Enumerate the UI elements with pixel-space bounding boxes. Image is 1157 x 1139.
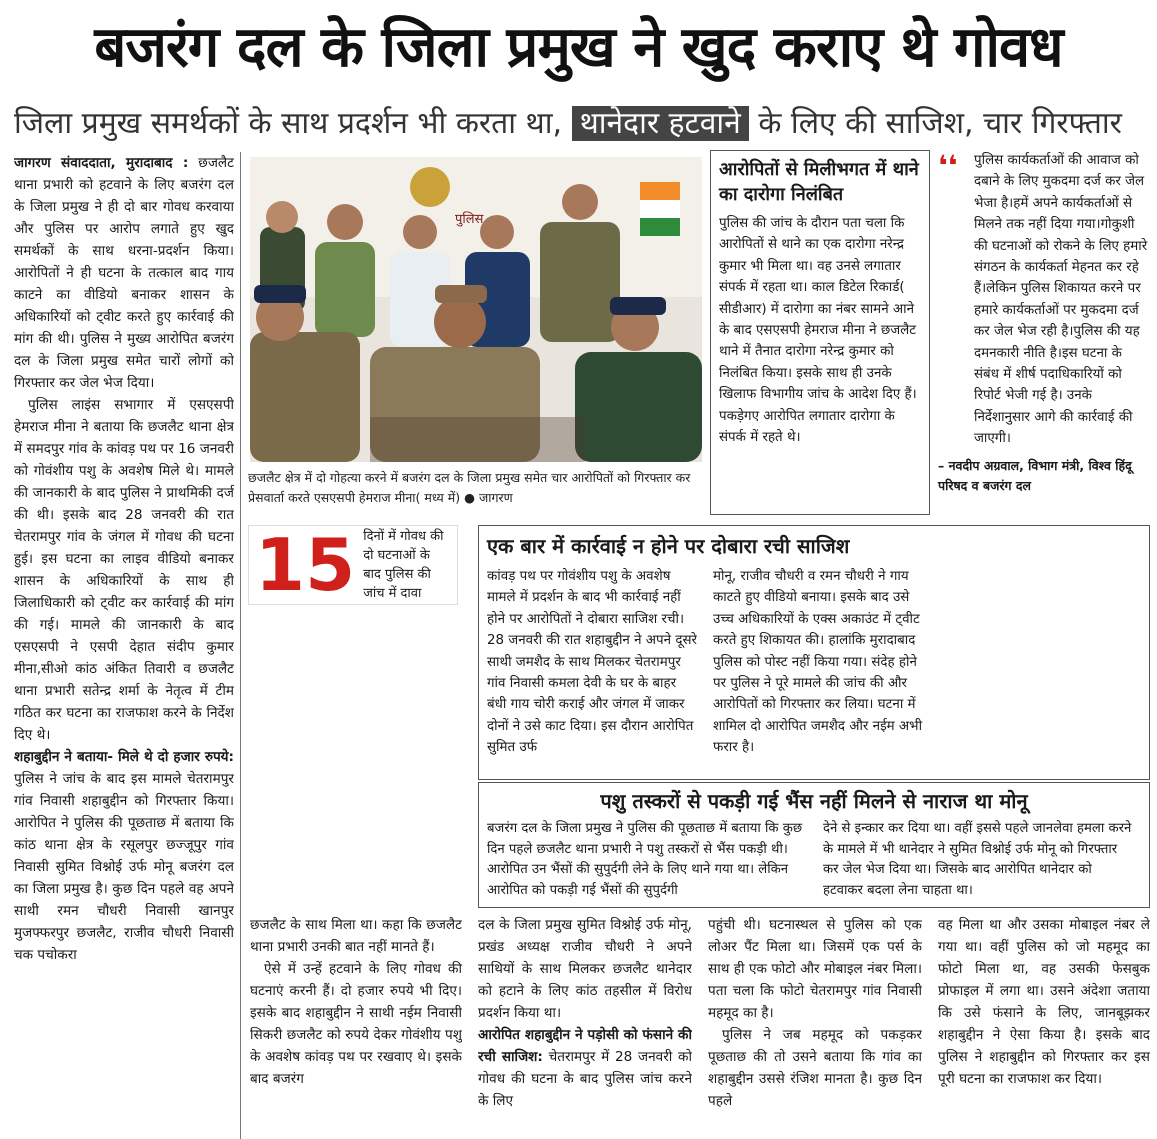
subheadline (0, 98, 1157, 150)
quote-box (938, 150, 1150, 515)
story-conspiracy-box (478, 525, 1150, 780)
quote-mark-icon: ❛❛ (938, 149, 958, 182)
photo-banner-text: पुलिस (455, 212, 484, 227)
col2-p2: ऐसे में उन्हें हटवाने के लिए गोवध की घटनाएं करनी हैं। दो हजार रुपये भी दिए। इसके बाद शहाबुद्दीन ने साथी नईम निवासी सिकरी छजलैट को रुपये देकर गोवंशीय पशु के अवशेष कांवड़ पथ पर रखवाए थे। इसके बाद बजरंग (250, 961, 462, 1087)
col3-p2: चेतरामपुर में 28 जनवरी को गोवध की घटना के बाद पुलिस जांच करने के लिए (478, 1049, 692, 1109)
subheadline-highlight: थानेदार हटवाने (572, 106, 749, 141)
factbox-text: दिनों में गोवध की दो घटनाओं के बाद पुलिस की जांच में दावा (363, 529, 444, 601)
sidebar-suspension-box (710, 150, 930, 515)
caption-text: छजलैट क्षेत्र में दो गोहत्या करने में बजरंग दल के जिला प्रमुख समेत चार आरोपितों को गिरफ्तार कर प्रेसवार्ता करते एसएसपी हेमराज मीना( मध्य में) (248, 470, 691, 505)
factbox-number: 15 (255, 523, 356, 607)
quote-author: – नवदीप अग्रवाल, विभाग मंत्री, विश्व हिंदू परिषद व बजरंग दल (938, 457, 1132, 493)
dateline: जागरण संवाददाता, मुरादाबाद : (14, 155, 189, 171)
factbox (248, 525, 458, 605)
col5-p1: वह मिला था और उसका मोबाइल नंबर ले गया था। वहीं पुलिस को जो महमूद का फोटो मिला था, वह उसकी फेसबुक प्रोफाइल में लगा था। उसने अंदेशा जताया कि उसे फंसाने के लिए, जानबूझकर शहाबुद्दीन ने ऐसा किया है। इसके बाद पुलिस ने शहाबुद्दीन को गिरफ्तार कर इस पूरी घटना का राजफाश कर दिया। (938, 917, 1150, 1087)
story3-title: पशु तस्करों से पकड़ी गई भैंस नहीं मिलने से नाराज था मोनू (600, 789, 1028, 813)
caption-credit: ● जागरण (464, 490, 513, 505)
story2-left: कांवड़ पथ पर गोवंशीय पशु के अवशेष मामले में प्रदर्शन के बाद भी कार्रवाई नहीं होने पर आरोपितों ने दोबारा साजिश रची। 28 जनवरी की रात शहाबुद्दीन ने अपने दूसरे साथी जमशैद के साथ मिलकर चेतरामपुर गांव निवासी कमला देवी के घर के बाहर बंधी गाय चोरी कराई और जंगल में जाकर दोनों ने उसे काट दिया। इस दौरान आरोपित सुमित उर्फ (487, 569, 697, 756)
photo-illustration (250, 157, 702, 462)
col4-p2: पुलिस ने जब महमूद को पकड़कर पूछताछ की तो उसने बताया कि गांव का शहाबुद्दीन उससे रंजिश मानता है। कुछ दिन पहले (708, 1027, 922, 1109)
column-4 (708, 914, 922, 1139)
story2-right: मोनू, राजीव चौधरी व रमन चौधरी ने गाय काटते हुए वीडियो बनाया। इसके बाद उसे उच्च अधिकारियों के एक्स अकाउंट में ट्वीट करते हुए शिकायत की। हालांकि मुरादाबाद पुलिस को पोस्ट नहीं किया गया। संदेह होने पर पुलिस ने पूरे मामले की जांच की और आरोपितों को गिरफ्तार कर लिया। घटना में शामिल दो आरोपित जमशैद और नईम अभी फरार है। (713, 569, 923, 756)
col3-subhead: आरोपित शहाबुद्दीन ने पड़ोसी को फंसाने की रची साजिश: (478, 1027, 692, 1065)
quote-body: पुलिस कार्यकर्ताओं की आवाज को दबाने के लिए मुकदमा दर्ज कर जेल भेजा है।हमें अपने कार्यकर्ताओं से मिलने तक नहीं दिया गया।गोकुशी की घटनाओं को रोकने के लिए हमारे संगठन के कार्यकर्ता मेहनत कर रहे हैं।लेकिन पुलिस शिकायत करने पर हमारे कार्यकर्ताओं पर मुकदमा दर्ज कर जेल भेज रही है।पुलिस की यह दमनकारी नीति है।इस घटना के संबंध में शीर्ष पदाधिकारियों को रिपोर्ट भेजी गई है। उनके निर्देशानुसार आगे की कार्रवाई की जाएगी। (974, 153, 1148, 447)
column-divider (240, 152, 241, 1139)
column-3 (478, 914, 692, 1139)
story3-right: देने से इन्कार कर दिया था। वहीं इससे पहले जानलेवा हमला करने के मामले में भी थानेदार ने सुमित विश्नोई उर्फ मोनू को गिरफ्तार कर जेल भेज दिया था। जिसके बाद आरोपित थानेदार को हटवाकर बदला लेना चाहता था। (823, 821, 1132, 898)
headline: बजरंग दल के जिला प्रमुख ने खुद कराए थे गोवध (94, 15, 1063, 80)
story3-left: बजरंग दल के जिला प्रमुख ने पुलिस की पूछताछ में बताया कि कुछ दिन पहले छजलैट थाना प्रभारी ने पशु तस्करों से भैंस पकड़ी थी। आरोपित उन भैंसों की सुपुर्दगी लेने के लिए थाने गया था। लेकिन आरोपित को पकड़ी गई भैंसों की सुपुर्दगी (487, 821, 803, 898)
press-photo (250, 157, 702, 462)
sidebar-body: पुलिस की जांच के दौरान पता चला कि आरोपितों से थाने का एक दारोगा नरेन्द्र कुमार भी मिला था। वह उनसे लगातार संपर्क में रहता था। काल डिटेल रिकार्ड( सीडीआर) में दारोगा का नंबर सामने आने के बाद एसएसपी हेमराज मीना ने छजलैट थाने में तैनात दारोगा नरेन्द्र कुमार को निलंबित किया। इसके साथ ही उनके खिलाफ विभागीय जांच के आदेश दिए हैं। पकड़ेगए आरोपित लगातार दारोगा के संपर्क में रहते थे। (719, 216, 917, 446)
story2-title: एक बार में कार्रवाई न होने पर दोबारा रची साजिश (487, 534, 850, 558)
subheadline-part2: के लिए की साजिश, चार गिरफ्तार (758, 106, 1122, 141)
col3-p1: दल के जिला प्रमुख सुमित विश्नोई उर्फ मोनू, प्रखंड अध्यक्ष राजीव चौधरी ने अपने साथियों के साथ मिलकर छजलैट थानेदार को हटाने के लिए कांठ तहसील में विरोध प्रदर्शन किया था। (478, 917, 692, 1021)
photo-caption (248, 468, 704, 520)
col1-p3: पुलिस ने जांच के बाद इस मामले चेतरामपुर गांव निवासी शहाबुद्दीन को गिरफ्तार किया। आरोपित ने पुलिस की पूछताछ में बताया कि कांठ थाना क्षेत्र के रसूलपुर छज्जूपुर गांव निवासी सुमित विश्नोई उर्फ मोनू बजरंग दल का जिला प्रमुख है। कुछ दिन पहले वह अपने साथी रमन चौधरी निवासी खानपुर मुजफ्फरपुर छजलैट, राजीव चौधरी निवासी चक पचोकरा (14, 771, 234, 963)
story-buffalo-box (478, 782, 1150, 908)
column-2 (250, 914, 462, 1139)
col1-p1: छजलैट थाना प्रभारी को हटवाने के लिए बजरंग दल के जिला प्रमुख ने ही दो बार गोवध करवाया और पुलिस पर आरोप लगाते हुए खुद समर्थकों के साथ धरना-प्रदर्शन किया। आरोपितों ने ही घटना के तत्काल बाद गाय काटने का वीडियो बनाकर शासन के अधिकारियों को ट्वीट करते हुए कार्रवाई की मांग की थी। पुलिस ने मुख्य आरोपित बजरंग दल के जिला प्रमुख समेत चारों लोगों को गिरफ्तार कर जेल भेज दिया। (14, 155, 234, 391)
col4-p1: पहुंची थी। घटनास्थल से पुलिस को एक लोअर पैंट मिला था। जिसमें एक पर्स के साथ ही एक फोटो और मोबाइल नंबर मिला। पता चला कि फोटो चेतरामपुर गांव निवासी महमूद का है। (708, 917, 922, 1021)
sidebar-title: आरोपितों से मिलीभगत में थाने का दारोगा निलंबित (719, 159, 919, 205)
col2-p1: छजलैट के साथ मिला था। कहा कि छजलैट थाना प्रभारी उनकी बात नहीं मानते हैं। (250, 917, 462, 955)
col1-p2: पुलिस लाइंस सभागार में एसएसपी हेमराज मीना ने बताया कि छजलैट थाना क्षेत्र में समदपुर गांव के कांवड़ पथ पर 16 जनवरी को गोवंशीय पशु के अवशेष मिले थे। मामले की जानकारी के बाद पुलिस ने प्राथमिकी दर्ज की थी। इसके बाद 28 जनवरी की रात चेतरामपुर गांव के जंगल में गोवध की घटना हुई। इस घटना का लाइव वीडियो बनाकर शासन के अधिकारियों के साथ ही जिलाधिकारी को ट्वीट कर कार्रवाई की मांग की गई। मामले की जानकारी के बाद एसएसपी ने एसपी देहात संदीप कुमार मीना,सीओ कांठ अंकित तिवारी व छजलैट थाना प्रभारी सतेन्द्र शर्मा के नेतृत्व में टीम गठित कर घटना का राजफाश करने के निर्देश दिए थे। (14, 397, 234, 743)
column-5 (938, 914, 1150, 1139)
column-1 (14, 152, 234, 1139)
col1-subhead: शहाबुद्दीन ने बताया- मिले थे दो हजार रुपये: (14, 749, 234, 765)
subheadline-part1: जिला प्रमुख समर्थकों के साथ प्रदर्शन भी करता था, (14, 106, 563, 141)
